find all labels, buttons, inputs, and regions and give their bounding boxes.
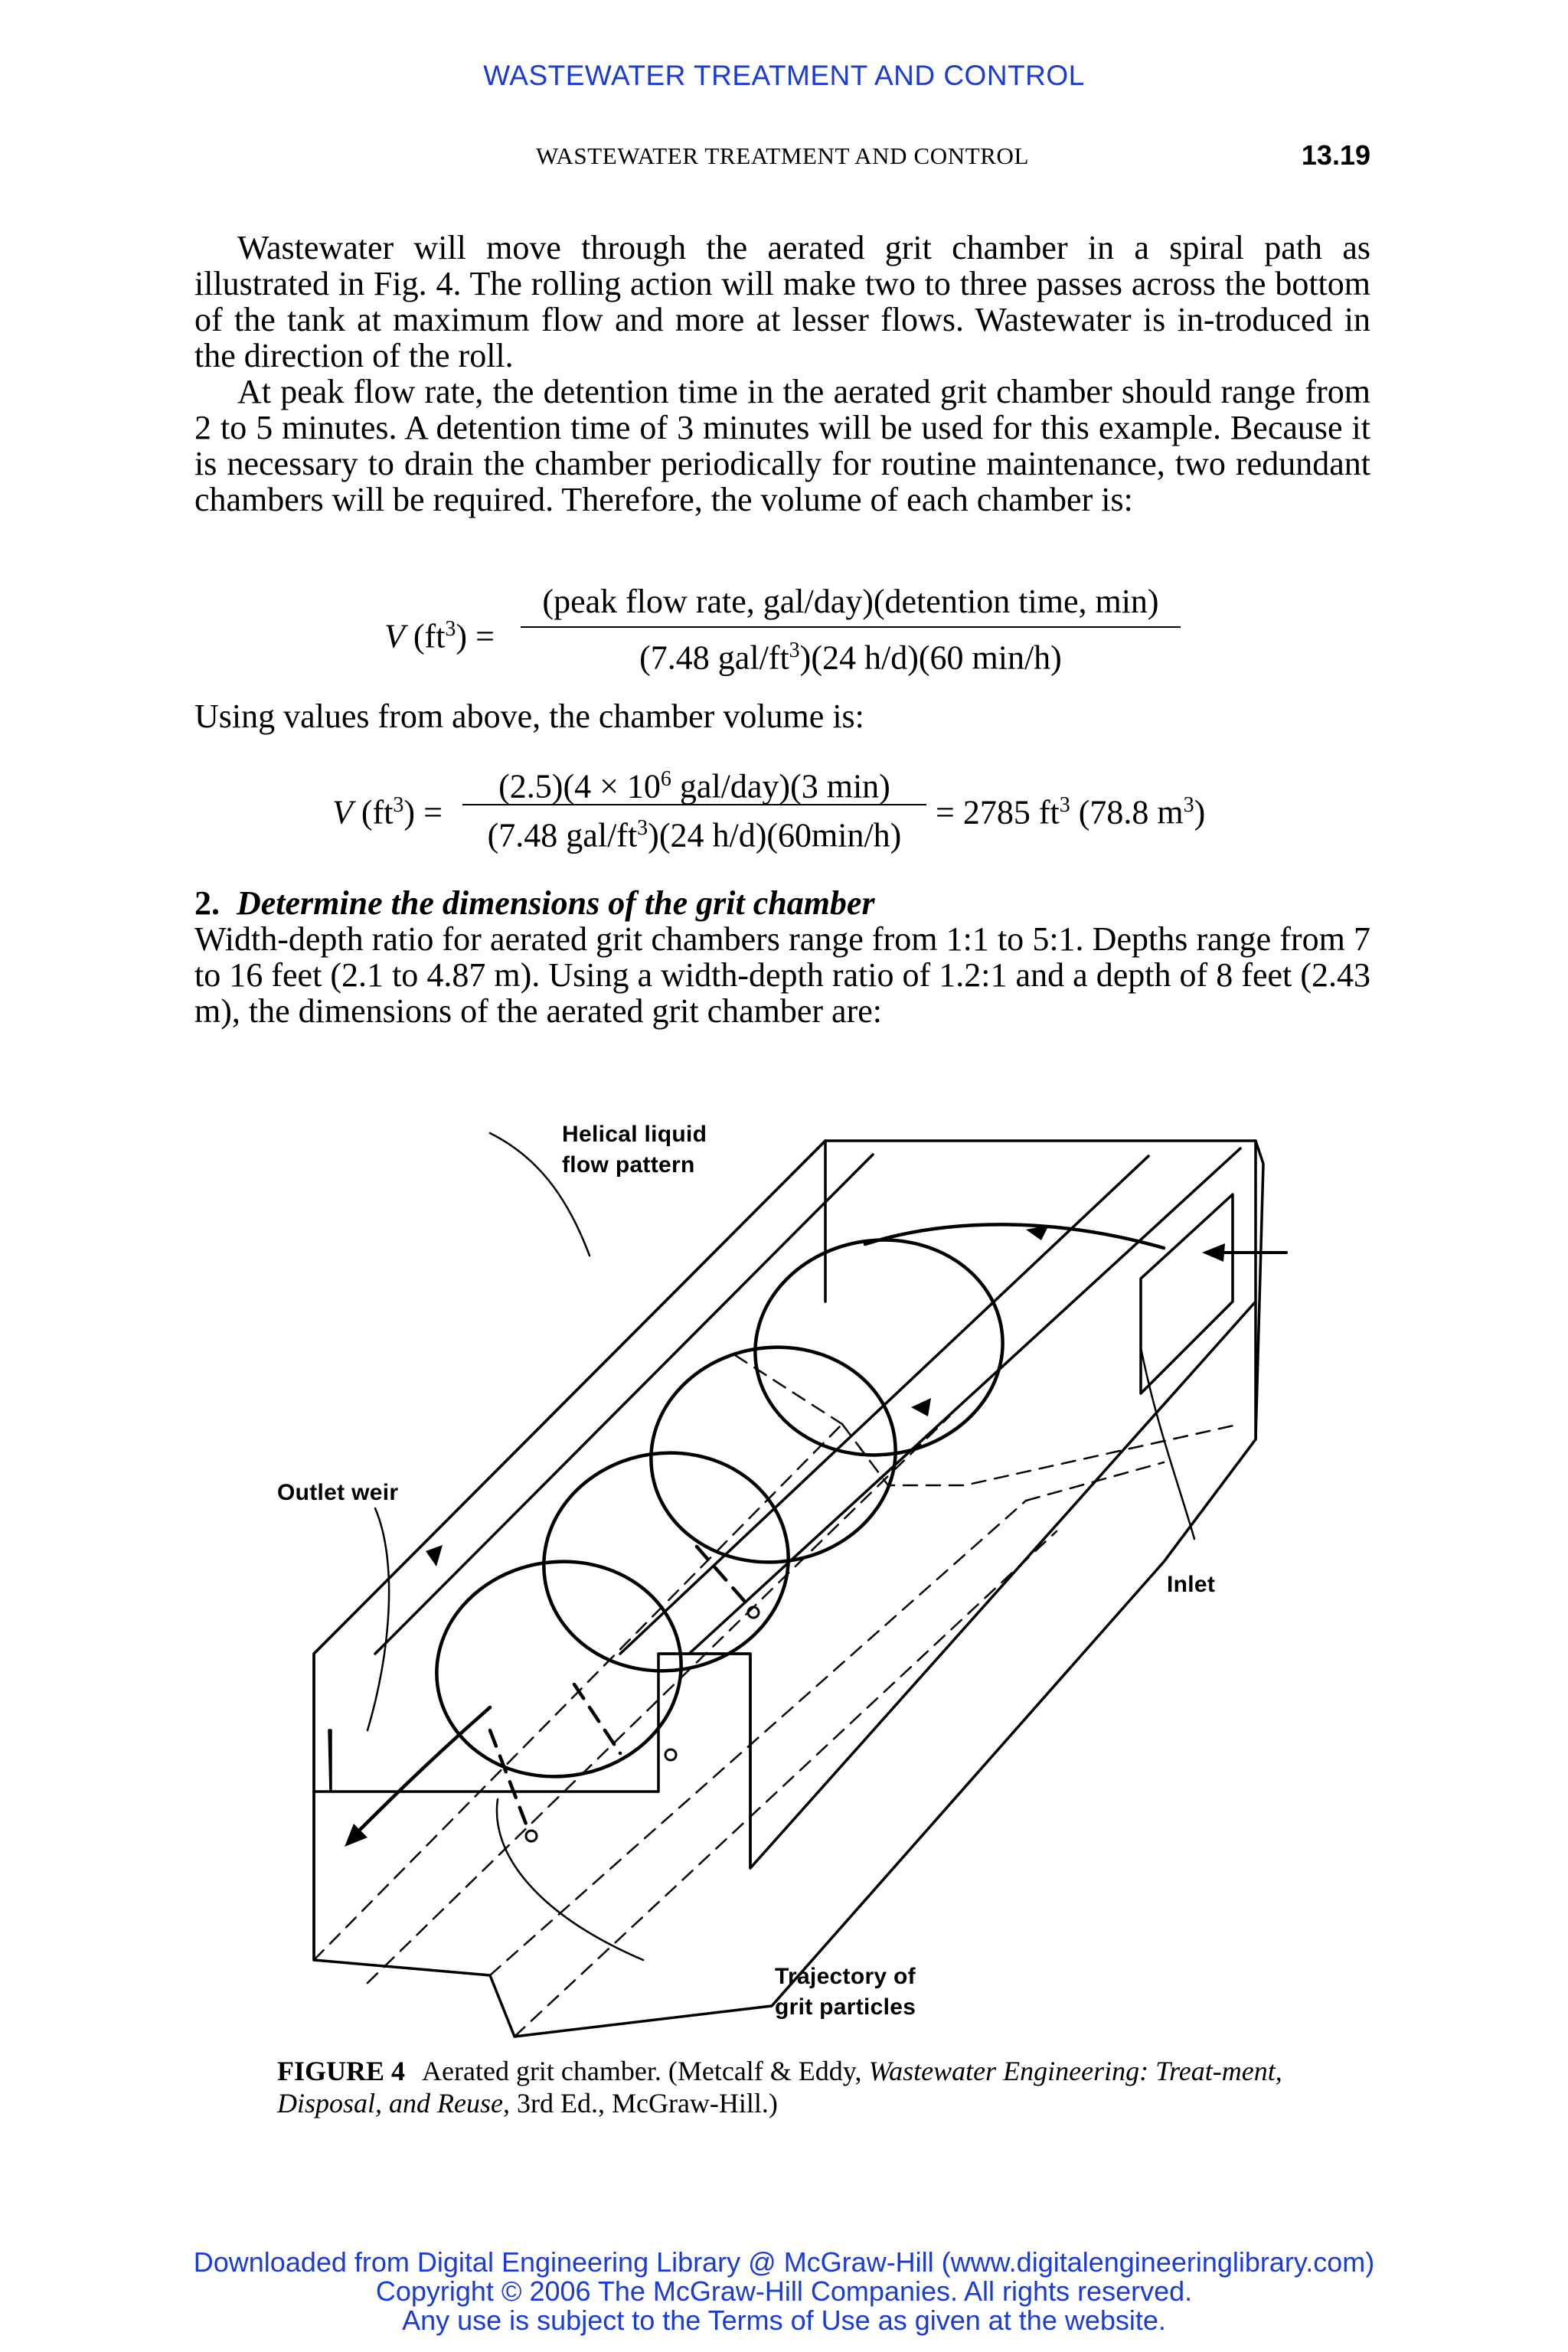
eq2-num-b: gal/day)(3 min) [671,767,890,805]
grit-particle-2 [526,1831,537,1841]
helix-inflow [865,1224,1164,1248]
grit-path-2 [490,1730,528,1830]
equation-1-lhs [384,611,495,655]
eq1-close: ) = [456,617,495,655]
equation-2-fraction [462,761,926,853]
eq2-res-c: ) [1194,793,1206,831]
intro-text [194,230,1370,518]
inlet-opening [1141,1194,1233,1393]
paragraph-2: At peak flow rate, the detention time in the aerated grit chamber should range from 2 to 5 minutes. A detention time of 3 minutes will be used for this example. Because it is necessary to drain the chamber periodically for routine maintenance, two redundant chambers will be required. Therefore, the volume of each chamber is: [194,373,1370,518]
eq2-numerator [462,761,926,805]
front-face [314,1302,1256,1960]
eq1-unit: (ft [413,617,446,655]
label-trajectory-line2: grit particles [775,1994,916,2020]
label-trajectory-line1: Trajectory of [775,1964,916,1989]
tank-inner-edge-2 [567,1102,1179,1654]
using-values-text [194,698,1370,734]
eq1-numerator: (peak flow rate, gal/day)(detention time, min) [542,583,1159,620]
tank-left-top-edge [314,1141,825,1654]
footer-terms[interactable]: Any use is subject to the Terms of Use as given at the website. [402,2305,1166,2336]
using-values: Using values from above, the chamber volume is: [194,697,864,735]
eq2-den-exp: 3 [637,816,648,840]
equation-2-result [936,787,1205,831]
eq2-res-exp2: 3 [1183,793,1194,817]
equation-2-lhs [332,787,443,831]
label-helical [562,1119,707,1181]
grit-path-3 [574,1684,620,1753]
grit-trajectories [490,1547,750,1830]
leader-lines [368,1133,1194,1960]
helical-flow [352,1224,1164,1838]
section-body: Width-depth ratio for aerated grit chambers range from 1:1 to 5:1. Depths range from 7 to 16 feet (2.1 to 4.87 m). Using a width-depth ratio of 1.2:1 and a depth of 8 feet (2.43 m), the dimensions of the aerated grit chamber are: [194,920,1370,1030]
grit-particle-1 [748,1607,759,1618]
caption-text: Aerated grit chamber. (Metcalf & Eddy, [422,2056,869,2086]
tank-inner-edge-1 [375,1155,873,1654]
eq1-den-a: (7.48 gal/ft [639,639,789,677]
eq2-exp: 3 [393,793,404,817]
eq2-res-b: (78.8 m [1070,793,1184,831]
caption-end: , 3rd Ed., McGraw-Hill.) [502,2088,778,2118]
eq2-res-exp1: 3 [1059,793,1070,817]
eq2-den-b: )(24 h/d)(60min/h) [648,816,902,854]
leader-inlet [1141,1348,1194,1539]
eq2-den-a: (7.48 gal/ft [487,816,638,854]
hidden-line-5 [842,1424,1240,1485]
label-helical-line1: Helical liquid [562,1122,707,1147]
eq2-var: V [332,793,353,831]
label-trajectory [775,1962,916,2023]
eq2-denominator [462,810,926,854]
leader-outlet [368,1508,389,1730]
section-heading [194,885,1370,921]
paragraph-1: Wastewater will move through the aerated grit chamber in a spiral path as illustrated in Fig. 4. The rolling action will make two to three passes across the bottom of the tank at maximum flow and more at lesser flows. Wastewater is in-troduced in the direction of the roll. [194,229,1370,374]
caption-italic: Wastewater Engineering: Treat-ment, Disposal, and Reuse [277,2056,1282,2118]
eq1-den-b: )(24 h/d)(60 min/h) [799,639,1062,677]
hidden-line-3 [490,1501,1026,1975]
inflow-arrow-head [1026,1225,1049,1240]
footer-copyright[interactable]: Copyright © 2006 The McGraw-Hill Companies. All rights reserved. [375,2275,1193,2307]
running-head [194,139,1370,173]
eq2-num-exp: 6 [660,767,671,791]
loop-arrow-1 [911,1398,931,1416]
section-title: Determine the dimensions of the grit chamber [237,884,875,922]
eq1-den-exp: 3 [789,639,800,662]
page-number: 13.19 [1301,139,1370,171]
label-outlet-weir: Outlet weir [277,1480,399,1505]
equation-1-fraction [521,583,1181,675]
grit-chamber-figure [260,1102,1302,2052]
hidden-lines [314,1355,1240,2037]
hidden-line-4 [514,1531,1057,2037]
eq1-fraction-bar [521,626,1181,628]
eq1-exp: 3 [445,617,456,641]
grit-particle-3 [665,1749,676,1760]
caption-figure-number: FIGURE 4 [277,2056,406,2086]
footer-download-link[interactable]: Downloaded from Digital Engineering Library @ McGraw-Hill (www.digitalengineeringlibrary.com) [193,2246,1375,2278]
eq1-var: V [384,617,405,655]
eq2-fraction-bar [462,804,926,805]
helix-outflow [352,1707,490,1838]
interior-line-1 [620,1102,1187,1654]
loop-arrow-2 [426,1545,443,1566]
banner-title[interactable]: WASTEWATER TREATMENT AND CONTROL [483,60,1085,91]
eq2-close: ) = [403,793,443,831]
hidden-line-6 [735,1355,842,1424]
figure-caption [277,2055,1295,2119]
label-helical-line2: flow pattern [562,1152,695,1178]
running-title: WASTEWATER TREATMENT AND CONTROL [535,142,1030,169]
eq2-unit: (ft [361,793,394,831]
eq2-num-a: (2.5)(4 × 10 [498,767,661,805]
eq1-denominator [521,632,1181,676]
section-2 [194,885,1370,1029]
section-number: 2. [194,884,220,922]
label-inlet: Inlet [1167,1572,1216,1597]
eq2-res-a: = 2785 ft [936,793,1060,831]
